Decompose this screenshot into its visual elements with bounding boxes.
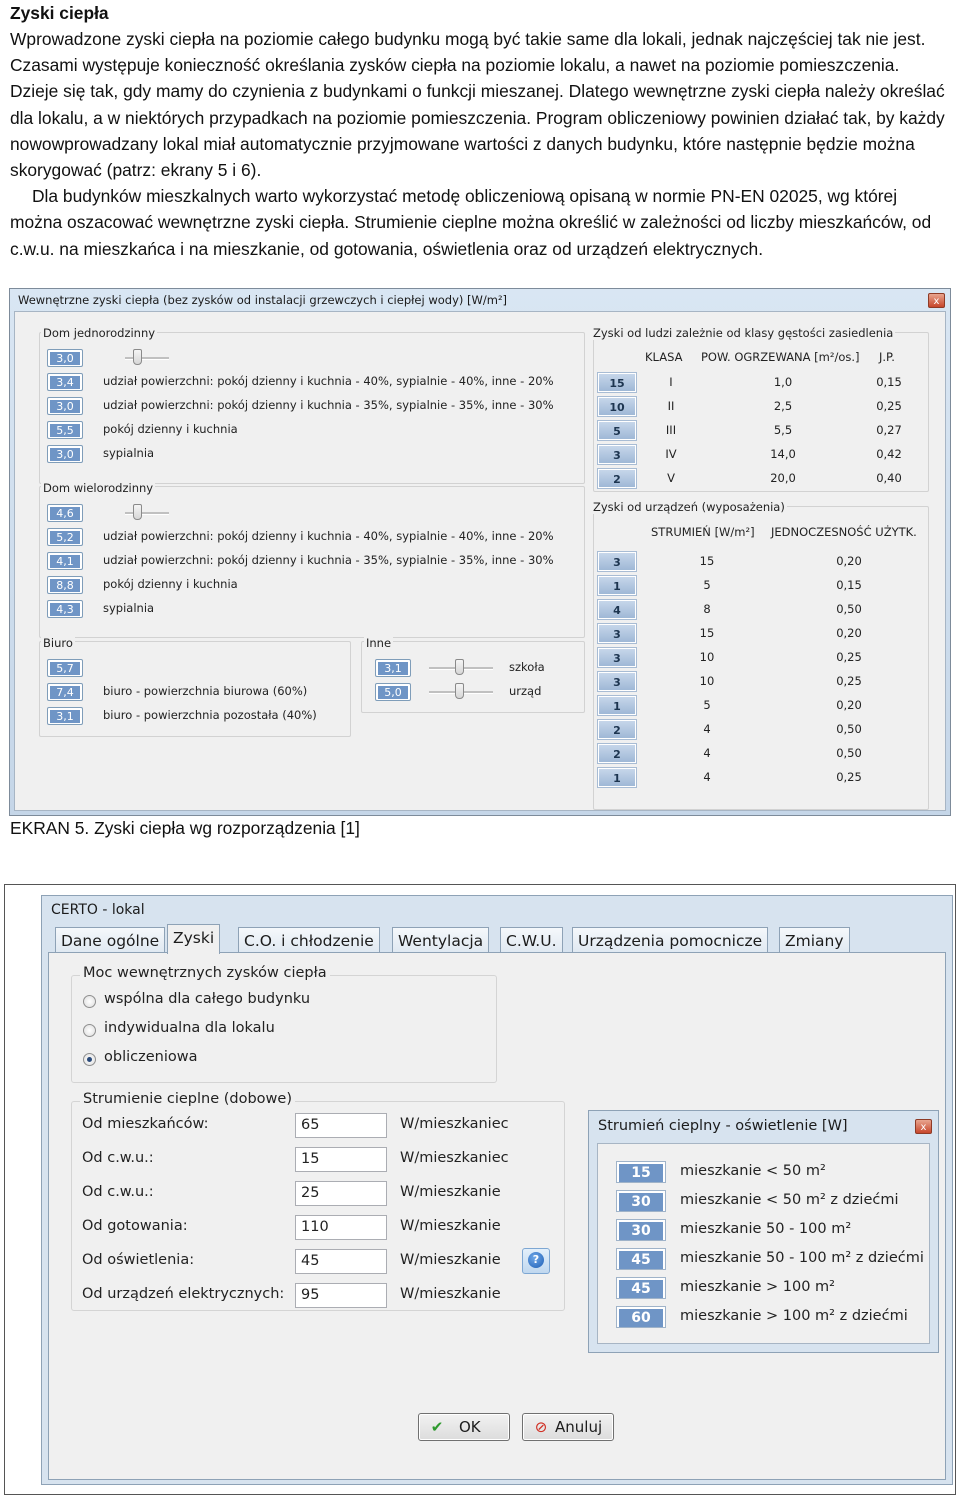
row-label: urząd	[509, 684, 542, 698]
row-label: mieszkanie 50 - 100 m² z dziećmi	[680, 1250, 924, 1266]
lighting-value-box[interactable]	[616, 1277, 666, 1299]
group-zyski-od-urzadzen	[593, 506, 929, 810]
value-box[interactable]	[47, 528, 83, 546]
cell-jp: 0,25	[876, 399, 902, 413]
group-inne	[361, 641, 585, 713]
density-value-box[interactable]: 15	[598, 373, 636, 392]
value-text: 7,4	[50, 686, 80, 699]
equipment-value-box[interactable]: 2	[598, 720, 636, 739]
cell-strumien: 4	[703, 722, 711, 736]
value-text: 15	[619, 1164, 663, 1182]
field-label: Od mieszkańców:	[82, 1116, 209, 1132]
value-box[interactable]	[47, 397, 83, 415]
field-input[interactable]: 45	[295, 1249, 387, 1274]
row-label: udział powierzchni: pokój dzienny i kuchnia - 40%, sypialnie - 40%, inne - 20%	[103, 374, 554, 388]
tab-urzadzenia-pomocnicze[interactable]: Urządzenia pomocnicze	[572, 927, 768, 953]
tab-dane-ogolne[interactable]: Dane ogólne	[55, 927, 165, 953]
close-icon[interactable]: x	[915, 1119, 932, 1134]
column-header-jp: J.P.	[879, 350, 895, 364]
equipment-value-box[interactable]: 4	[598, 600, 636, 619]
cell-jp: 0,40	[876, 471, 902, 485]
value-box[interactable]	[47, 707, 83, 725]
group-title: Inne	[366, 636, 392, 650]
equipment-value-box[interactable]: 3	[598, 552, 636, 571]
radio-label: wspólna dla całego budynku	[104, 991, 311, 1007]
field-label: Od gotowania:	[82, 1218, 188, 1234]
cell-strumien: 10	[699, 650, 715, 664]
group-title: Zyski od urządzeń (wyposażenia)	[593, 500, 785, 514]
row-label: pokój dzienny i kuchnia	[103, 422, 238, 436]
equipment-value-box[interactable]: 3	[598, 648, 636, 667]
value-box[interactable]	[47, 683, 83, 701]
cell-klasa: II	[667, 399, 675, 413]
equipment-value-box[interactable]: 1	[598, 576, 636, 595]
field-label: Od c.w.u.:	[82, 1150, 154, 1166]
help-button[interactable]	[522, 1248, 550, 1274]
radio-wspolna[interactable]	[83, 995, 96, 1008]
group-title: Zyski od ludzi zależnie od klasy gęstości zasiedlenia	[593, 326, 894, 340]
equipment-value-box[interactable]: 2	[598, 744, 636, 763]
tab-zmiany[interactable]: Zmiany	[779, 927, 850, 953]
figure-caption: EKRAN 5. Zyski ciepła wg rozporządzenia [1]	[10, 818, 360, 838]
cell-klasa: V	[667, 471, 675, 485]
radio-label: obliczeniowa	[104, 1049, 198, 1065]
cell-jp: 0,27	[876, 423, 902, 437]
cell-strumien: 15	[699, 554, 715, 568]
value-text: 3,0	[50, 352, 80, 365]
value-text: 30	[619, 1222, 663, 1240]
equipment-value-box[interactable]: 1	[598, 696, 636, 715]
field-unit: W/mieszkanie	[400, 1286, 501, 1302]
field-label: Od urządzeń elektrycznych:	[82, 1286, 285, 1302]
window-body	[14, 311, 946, 811]
field-unit: W/mieszkanie	[400, 1252, 501, 1268]
cell-strumien: 8	[703, 602, 711, 616]
slider-szkola[interactable]	[429, 659, 493, 677]
cell-jednoczesnosc: 0,25	[836, 650, 862, 664]
value-text: 5,0	[378, 686, 408, 699]
cell-jednoczesnosc: 0,50	[836, 722, 862, 736]
cell-jp: 0,15	[876, 375, 902, 389]
lighting-value-box[interactable]	[616, 1219, 666, 1241]
cell-klasa: I	[669, 375, 673, 389]
cell-strumien: 4	[703, 746, 711, 760]
value-box[interactable]	[47, 445, 83, 463]
value-text: 3,1	[50, 710, 80, 723]
equipment-value-box[interactable]: 1	[598, 768, 636, 787]
value-box[interactable]	[47, 421, 83, 439]
section-heading: Zyski ciepła	[10, 3, 109, 23]
value-box[interactable]	[47, 552, 83, 570]
row-label: mieszkanie > 100 m² z dziećmi	[680, 1308, 908, 1324]
group-title: Dom jednorodzinny	[43, 326, 156, 340]
field-unit: W/mieszkanie	[400, 1218, 501, 1234]
row-label: biuro - powierzchnia pozostała (40%)	[103, 708, 317, 722]
field-input[interactable]: 95	[295, 1283, 387, 1308]
value-text: 5,2	[50, 531, 80, 544]
value-text: 3,0	[50, 400, 80, 413]
cell-klasa: IV	[665, 447, 677, 461]
density-value-box[interactable]: 3	[598, 445, 636, 464]
cell-jp: 0,42	[876, 447, 902, 461]
row-label: biuro - powierzchnia biurowa (60%)	[103, 684, 308, 698]
cancel-label: Anuluj	[555, 1418, 603, 1436]
cancel-button[interactable]	[522, 1413, 614, 1441]
check-icon: ✔	[430, 1418, 444, 1436]
row-label: udział powierzchni: pokój dzienny i kuchnia - 40%, sypialnie - 40%, inne - 20%	[103, 529, 554, 543]
field-unit: W/mieszkanie	[400, 1184, 501, 1200]
row-label: pokój dzienny i kuchnia	[103, 577, 238, 591]
window-title: Strumień cieplny - oświetlenie [W]	[598, 1118, 848, 1134]
row-label: mieszkanie < 50 m²	[680, 1163, 826, 1179]
field-input[interactable]: 15	[295, 1147, 387, 1172]
window-body	[597, 1143, 930, 1344]
help-icon: ?	[528, 1252, 544, 1268]
lighting-value-box[interactable]	[616, 1306, 666, 1328]
document-text	[10, 0, 952, 262]
close-icon[interactable]: x	[928, 293, 945, 308]
cell-pow: 14,0	[770, 447, 796, 461]
column-header-klasa: KLASA	[645, 350, 683, 364]
row-label: sypialnia	[103, 601, 155, 615]
row-label: udział powierzchni: pokój dzienny i kuchnia - 35%, sypialnie - 35%, inne - 30%	[103, 553, 554, 567]
cell-strumien: 10	[699, 674, 715, 688]
value-box[interactable]	[47, 504, 83, 522]
cell-jednoczesnosc: 0,50	[836, 602, 862, 616]
row-label: mieszkanie 50 - 100 m²	[680, 1221, 852, 1237]
cell-pow: 20,0	[770, 471, 796, 485]
cell-klasa: III	[665, 423, 677, 437]
field-input[interactable]: 110	[295, 1215, 387, 1240]
value-text: 45	[619, 1280, 663, 1298]
cell-jednoczesnosc: 0,20	[836, 554, 862, 568]
cancel-icon: ⊘	[534, 1418, 548, 1436]
value-text: 5,7	[50, 662, 80, 675]
lighting-value-box[interactable]	[616, 1161, 666, 1183]
field-unit: W/mieszkaniec	[400, 1116, 509, 1132]
ok-label: OK	[459, 1418, 481, 1436]
lighting-value-box[interactable]	[616, 1190, 666, 1212]
cell-jednoczesnosc: 0,50	[836, 746, 862, 760]
radio-indywidualna[interactable]	[83, 1024, 96, 1037]
slider-dom-wielorodzinny[interactable]	[125, 504, 169, 522]
value-text: 3,1	[378, 662, 408, 675]
cell-jednoczesnosc: 0,20	[836, 698, 862, 712]
field-label: Od c.w.u.:	[82, 1184, 154, 1200]
cell-pow: 5,5	[773, 423, 793, 437]
value-box[interactable]	[47, 349, 83, 367]
value-text: 3,0	[50, 448, 80, 461]
tab-co-i-chlodzenie[interactable]: C.O. i chłodzenie	[238, 927, 380, 953]
value-box[interactable]	[47, 373, 83, 391]
column-header-pow: POW. OGRZEWANA [m²/os.]	[701, 350, 860, 364]
radio-label: indywidualna dla lokalu	[104, 1020, 275, 1036]
value-text: 5,5	[50, 424, 80, 437]
cell-jednoczesnosc: 0,25	[836, 674, 862, 688]
paragraph-1: Wprowadzone zyski ciepła na poziomie całego budynku mogą być takie same dla lokali, jednak najczęściej tak nie jest. Czasami występuje konieczność określania zysków ciepła na poziomie lokalu, a nawet na poziomie pomieszczenia. Dzieje się tak, gdy mamy do czynienia z budynkami o funkcji mieszanej. Dlatego wewnętrzne zyski ciepła należy określać dla lokalu, a w niektórych przypadkach na poziomie pomieszczenia. Program obliczeniowy powinien działać tak, by każdy nowowprowadzany lokal miał automatycznie przyjmowane wartości z danych budynku, które następnie będzie można skorygować (patrz: ekrany 5 i 6).	[10, 29, 945, 181]
value-box[interactable]	[47, 576, 83, 594]
density-value-box[interactable]: 5	[598, 421, 636, 440]
field-unit: W/mieszkaniec	[400, 1150, 509, 1166]
cell-strumien: 5	[703, 578, 711, 592]
lighting-value-box[interactable]	[616, 1248, 666, 1270]
group-title: Moc wewnętrznych zysków ciepła	[80, 965, 330, 981]
equipment-value-box[interactable]: 3	[598, 672, 636, 691]
row-label: udział powierzchni: pokój dzienny i kuchnia - 35%, sypialnie - 35%, inne - 30%	[103, 398, 554, 412]
radio-obliczeniowa[interactable]	[83, 1053, 96, 1066]
paragraph-2: Dla budynków mieszkalnych warto wykorzystać metodę obliczeniową opisaną w normie PN-EN 02025, wg której można oszacować wewnętrzne zyski ciepła. Strumienie cieplne można określić w zależności od liczby mieszkańców, od c.w.u. na mieszkańca i na mieszkanie, od gotowania, oświetlenia oraz od urządzeń elektrycznych.	[10, 186, 932, 259]
row-label: sypialnia	[103, 446, 155, 460]
lighting-heat-flow-window	[588, 1110, 939, 1353]
column-header-jednoczesnosc: JEDNOCZESNOŚĆ UŻYTK.	[771, 525, 917, 539]
row-label: mieszkanie < 50 m² z dziećmi	[680, 1192, 899, 1208]
ok-button[interactable]	[418, 1413, 510, 1441]
slider-dom-jednorodzinny[interactable]	[125, 349, 169, 367]
density-value-box[interactable]: 2	[598, 469, 636, 488]
group-title: Strumienie cieplne (dobowe)	[80, 1091, 295, 1107]
group-title: Dom wielorodzinny	[43, 481, 154, 495]
cell-jednoczesnosc: 0,20	[836, 626, 862, 640]
value-text: 60	[619, 1309, 663, 1327]
cell-strumien: 15	[699, 626, 715, 640]
value-text: 45	[619, 1251, 663, 1269]
value-text: 3,4	[50, 376, 80, 389]
tab-zyski[interactable]: Zyski	[167, 924, 220, 954]
field-label: Od oświetlenia:	[82, 1252, 195, 1268]
value-text: 4,6	[50, 507, 80, 520]
cell-jednoczesnosc: 0,25	[836, 770, 862, 784]
window-title: Wewnętrzne zyski ciepła (bez zysków od instalacji grzewczych i ciepłej wody) [W/m²]	[18, 293, 508, 307]
internal-gains-window	[9, 288, 951, 816]
value-box[interactable]	[375, 683, 411, 701]
cell-pow: 1,0	[773, 375, 793, 389]
slider-thumb[interactable]	[455, 683, 464, 699]
value-text: 8,8	[50, 579, 80, 592]
field-input[interactable]: 65	[295, 1113, 387, 1138]
window-title: CERTO - lokal	[51, 902, 145, 918]
value-box[interactable]	[47, 659, 83, 677]
slider-urzad[interactable]	[429, 683, 493, 701]
value-text: 4,1	[50, 555, 80, 568]
group-title: Biuro	[43, 636, 73, 650]
value-box[interactable]	[375, 659, 411, 677]
row-label: mieszkanie > 100 m²	[680, 1279, 835, 1295]
cell-strumien: 4	[703, 770, 711, 784]
cell-jednoczesnosc: 0,15	[836, 578, 862, 592]
equipment-value-box[interactable]: 3	[598, 624, 636, 643]
column-header-strumien: STRUMIEŃ [W/m²]	[651, 525, 755, 539]
value-box[interactable]	[47, 600, 83, 618]
cell-strumien: 5	[703, 698, 711, 712]
field-input[interactable]: 25	[295, 1181, 387, 1206]
value-text: 30	[619, 1193, 663, 1211]
value-text: 4,3	[50, 603, 80, 616]
slider-thumb[interactable]	[455, 659, 464, 675]
cell-pow: 2,5	[773, 399, 793, 413]
row-label: szkoła	[509, 660, 545, 674]
tab-cwu[interactable]: C.W.U.	[500, 927, 563, 953]
density-value-box[interactable]: 10	[598, 397, 636, 416]
tab-wentylacja[interactable]: Wentylacja	[392, 927, 489, 953]
